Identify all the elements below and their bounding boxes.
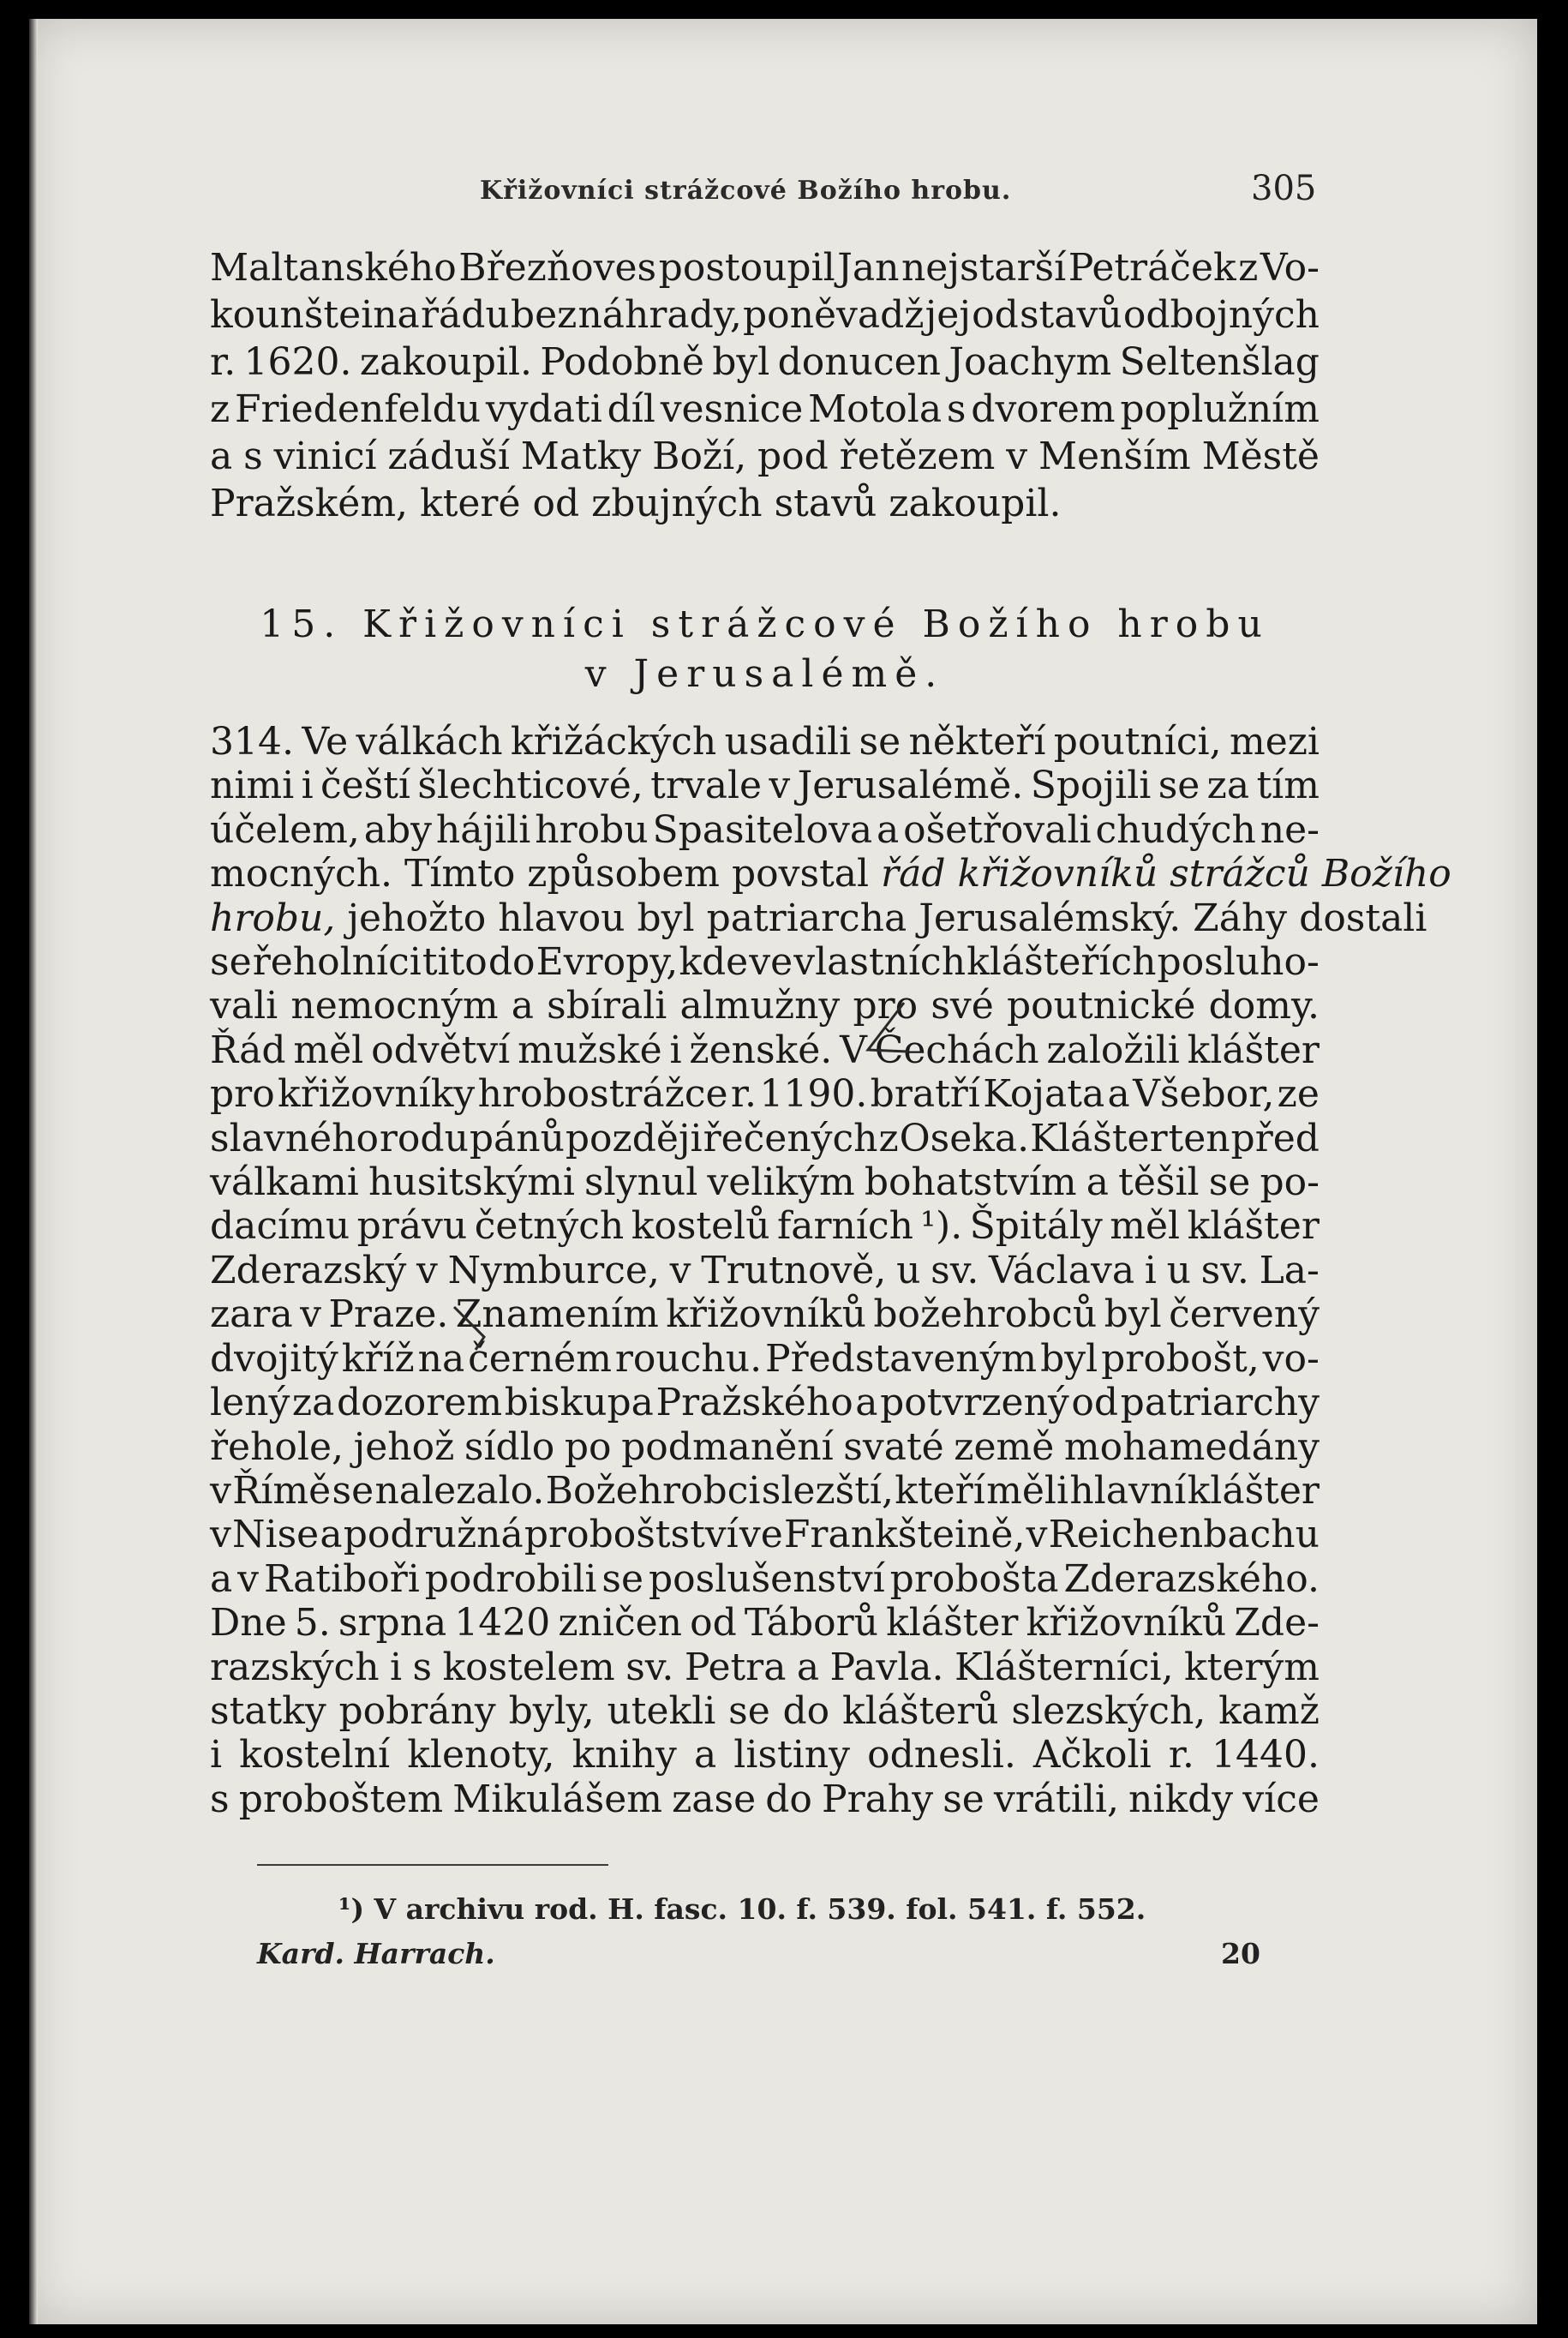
text-line <box>210 852 1451 896</box>
text-line: v Nise a podružná proboštství ve Frankšteině, v Reichenbachu <box>210 1513 1320 1557</box>
pencil-mark-icon <box>861 998 913 1058</box>
italic-phrase: hrobu, <box>210 896 336 940</box>
running-head: Křižovníci strážcové Božího hrobu. <box>480 176 1012 206</box>
text-line: i kostelní klenoty, knihy a listiny odnesli. Ačkoli r. 1440. <box>210 1733 1320 1777</box>
text-line: dacímu právu četných kostelů farních ¹). Špitály měl klášter <box>210 1204 1320 1249</box>
page-number: 305 <box>1251 169 1317 208</box>
text-line: v Římě se nalezalo. Božehrobci slezští, kteří měli hlavní klášter <box>210 1468 1320 1513</box>
text-line: a s vinicí záduší Matky Boží, pod řetězem v Menším Městě <box>210 435 1320 478</box>
text-line: slavného rodu pánů později řečených z Oseka. Klášter ten před <box>210 1116 1320 1160</box>
text-line: Zderazský v Nymburce, v Trutnově, u sv. Václava i u sv. La- <box>210 1248 1320 1292</box>
text-line: s proboštem Mikulášem zase do Prahy se vrátili, nikdy více <box>210 1777 1320 1821</box>
footnote-rule <box>257 1864 608 1866</box>
text-line: z Friedenfeldu vydati díl vesnice Motola s dvorem poplužním <box>210 387 1320 431</box>
text-line: statky pobrány byly, utekli se do klášterů slezských, kamž <box>210 1688 1320 1733</box>
section-heading <box>210 600 1320 699</box>
text-line: a v Ratiboři podrobili se poslušenství probošta Zderazského. <box>210 1556 1320 1601</box>
italic-phrase: řád křižovníků strážců Božího <box>881 852 1451 896</box>
intro-paragraph <box>210 244 1320 527</box>
footnote-signature: Kard. Harrach. <box>257 1937 495 1970</box>
text-line: zara v Praze. Znamením křižovníků božehrobců byl červený <box>210 1292 1320 1337</box>
text-line: Maltanského Březňoves postoupil Jan nejstarší Petráček z Vo- <box>210 246 1320 290</box>
text-line <box>210 896 1427 940</box>
page-edge-shadow <box>29 19 38 2324</box>
text-line: nimi i čeští šlechticové, trvale v Jerusalémě. Spojili se za tím <box>210 764 1320 808</box>
text-line: razských i s kostelem sv. Petra a Pavla. Klášterníci, kterým <box>210 1645 1320 1689</box>
text-line: účelem, aby hájili hrobu Spasitelova a ošetřovali chudých ne- <box>210 807 1320 852</box>
text-line: r. 1620. zakoupil. Podobně byl donucen Joachym Seltenšlag <box>210 340 1320 384</box>
section-heading-line: v Jerusalémě. <box>584 652 945 696</box>
section-heading-line: 15. Křižovníci strážcové Božího hrobu <box>260 602 1270 646</box>
text-line: Dne 5. srpna 1420 zničen od Táborů klášter křižovníků Zde- <box>210 1601 1320 1646</box>
footnote: ¹) V archivu rod. H. fasc. 10. f. 539. fol. 541. f. 552. <box>338 1892 1146 1926</box>
text-line: dvojitý kříž na černém rouchu. Představeným byl probošt, vo- <box>210 1336 1320 1381</box>
text-line: se řeholníci tito do Evropy, kde ve vlastních klášteřích posluho- <box>210 940 1320 985</box>
text-line: 314. Ve válkách křižáckých usadili se někteří poutníci, mezi <box>210 720 1320 764</box>
text-line: Řád měl odvětví mužské i ženské. V Čechách založili klášter <box>210 1028 1320 1072</box>
text-line: válkami husitskými slynul velikým bohatstvím a těšil se po- <box>210 1160 1320 1205</box>
text-line: kounšteina řádu bez náhrady, poněvadž jej od stavů odbojných <box>210 293 1320 337</box>
text-segment: jehožto hlavou byl patriarcha Jerusalémský. Záhy dostali <box>335 896 1427 940</box>
text-line: pro křižovníky hrobostrážce r. 1190. bratří Kojata a Všebor, ze <box>210 1072 1320 1117</box>
pencil-mark-icon <box>450 1303 501 1354</box>
text-line: lený za dozorem biskupa Pražského a potvrzený od patriarchy <box>210 1381 1320 1425</box>
text-line: vali nemocným a sbírali almužny pro své poutnické domy. <box>210 984 1320 1028</box>
signature-mark: 20 <box>1221 1937 1260 1970</box>
section-paragraph <box>210 720 1451 1821</box>
text-segment: mocných. Tímto způsobem povstal <box>210 852 882 896</box>
text-line: řehole, jehož sídlo po podmanění svaté země mohamedány <box>210 1424 1320 1469</box>
text-line: Pražském, které od zbujných stavů zakoupil. <box>210 482 1062 525</box>
